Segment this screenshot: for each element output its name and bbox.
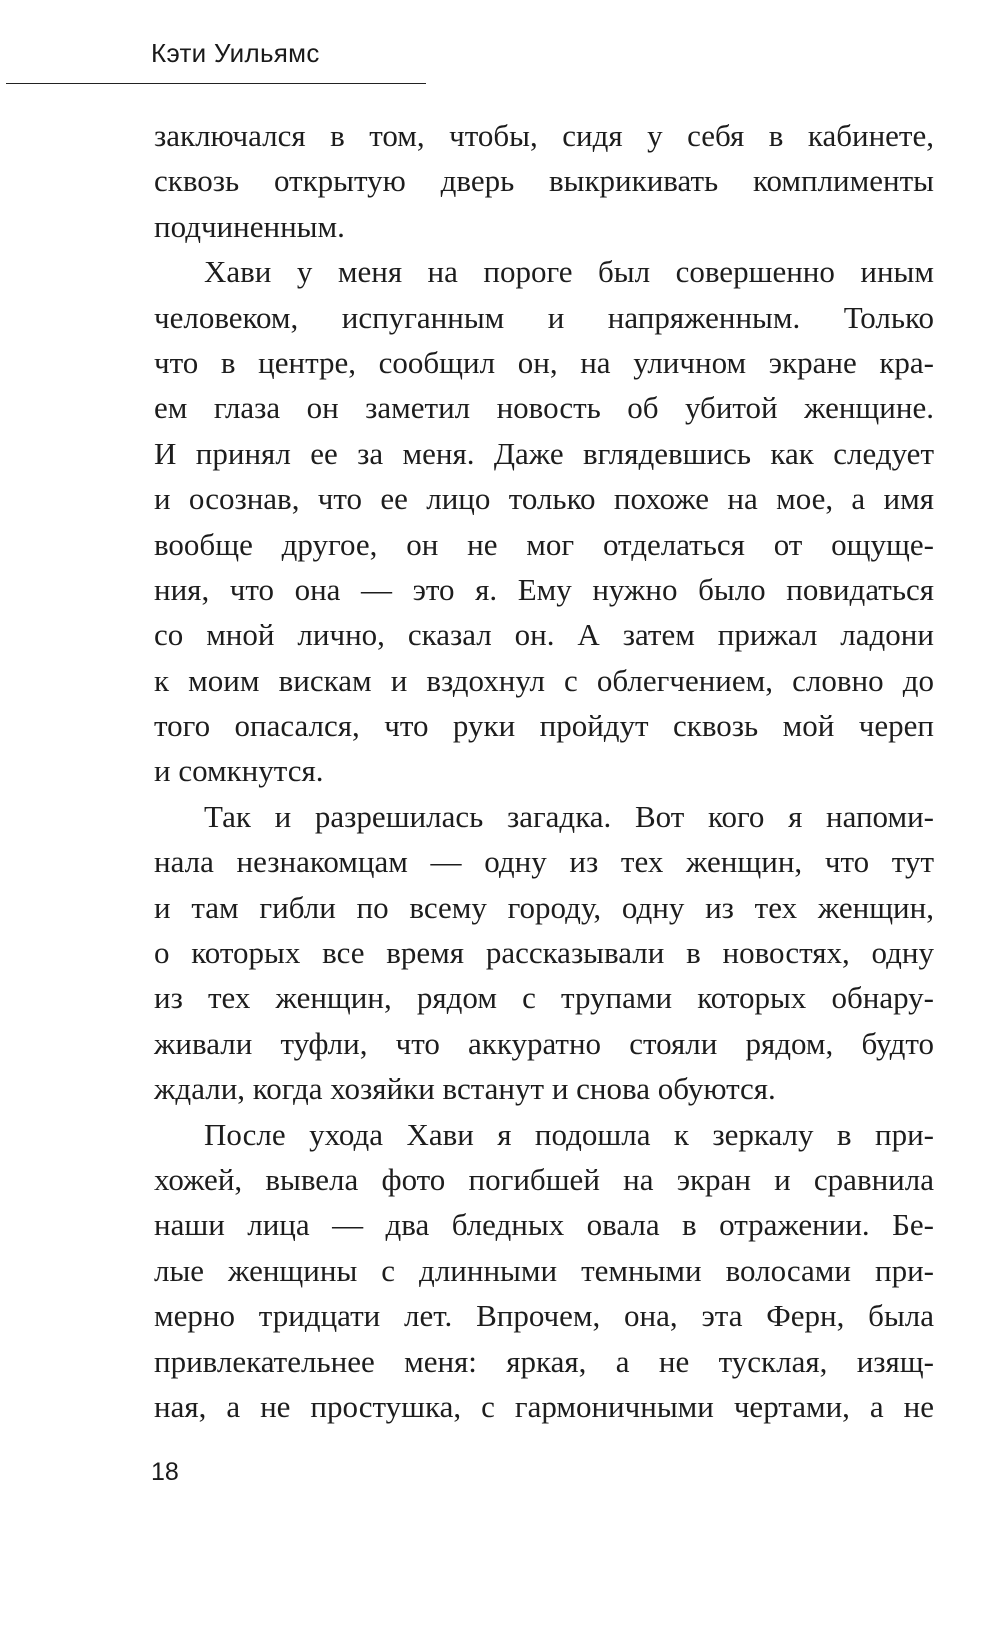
text-line: человеком, испуганным и напряженным. Только: [154, 299, 934, 335]
text-line: ния, что она — это я. Ему нужно было повидаться: [154, 571, 934, 607]
text-line: нала незнакомцам — одну из тех женщин, что тут: [154, 844, 934, 880]
header-rule: [6, 83, 426, 84]
text-line: ем глаза он заметил новость об убитой женщине.: [154, 390, 934, 426]
text-line: что в центре, сообщил он, на уличном экране кра-: [154, 344, 934, 380]
text-line: заключался в том, чтобы, сидя у себя в кабинете,: [154, 118, 934, 153]
text-line: о которых все время рассказывали в новостях, одну: [154, 935, 934, 971]
text-line: И принял ее за меня. Даже вглядевшись как следует: [154, 435, 934, 471]
text-line: ная, а не простушка, с гармоничными чертами, а не: [154, 1388, 934, 1424]
text-line: Так и разрешилась загадка. Вот кого я напоми-: [204, 798, 934, 834]
text-line: того опасался, что руки пройдут сквозь мой череп: [154, 708, 934, 744]
text-line: хожей, вывела фото погибшей на экран и сравнила: [154, 1161, 934, 1197]
text-line: подчиненным.: [154, 208, 345, 244]
running-head-author: Кэти Уильямс: [151, 38, 320, 68]
text-line: вообще другое, он не мог отделаться от ощуще-: [154, 526, 934, 562]
text-line: из тех женщин, рядом с трупами которых обнару-: [154, 980, 934, 1016]
text-line: со мной лично, сказал он. А затем прижал ладони: [154, 617, 934, 653]
page-number: 18: [151, 1458, 179, 1486]
text-line: лые женщины с длинными темными волосами при-: [154, 1252, 934, 1288]
text-line: живали туфли, что аккуратно стояли рядом, будто: [154, 1025, 934, 1061]
text-line: привлекательнее меня: яркая, а не тусклая, изящ-: [154, 1343, 934, 1379]
text-line: Хави у меня на пороге был совершенно иным: [204, 254, 934, 290]
text-line: сквозь открытую дверь выкрикивать комплименты: [154, 163, 934, 199]
text-line: и сомкнутся.: [154, 753, 324, 789]
text-line: После ухода Хави я подошла к зеркалу в при-: [204, 1116, 934, 1152]
text-line: мерно тридцати лет. Впрочем, она, эта Ферн, была: [154, 1298, 934, 1334]
body-text: [154, 113, 934, 1429]
text-line: к моим вискам и вздохнул с облегчением, словно до: [154, 662, 934, 698]
text-line: наши лица — два бледных овала в отражении. Бе-: [154, 1207, 934, 1243]
text-line: и там гибли по всему городу, одну из тех женщин,: [154, 889, 934, 925]
text-line: ждали, когда хозяйки встанут и снова обуются.: [154, 1071, 776, 1107]
text-line: и осознав, что ее лицо только похоже на мое, а имя: [154, 481, 934, 517]
